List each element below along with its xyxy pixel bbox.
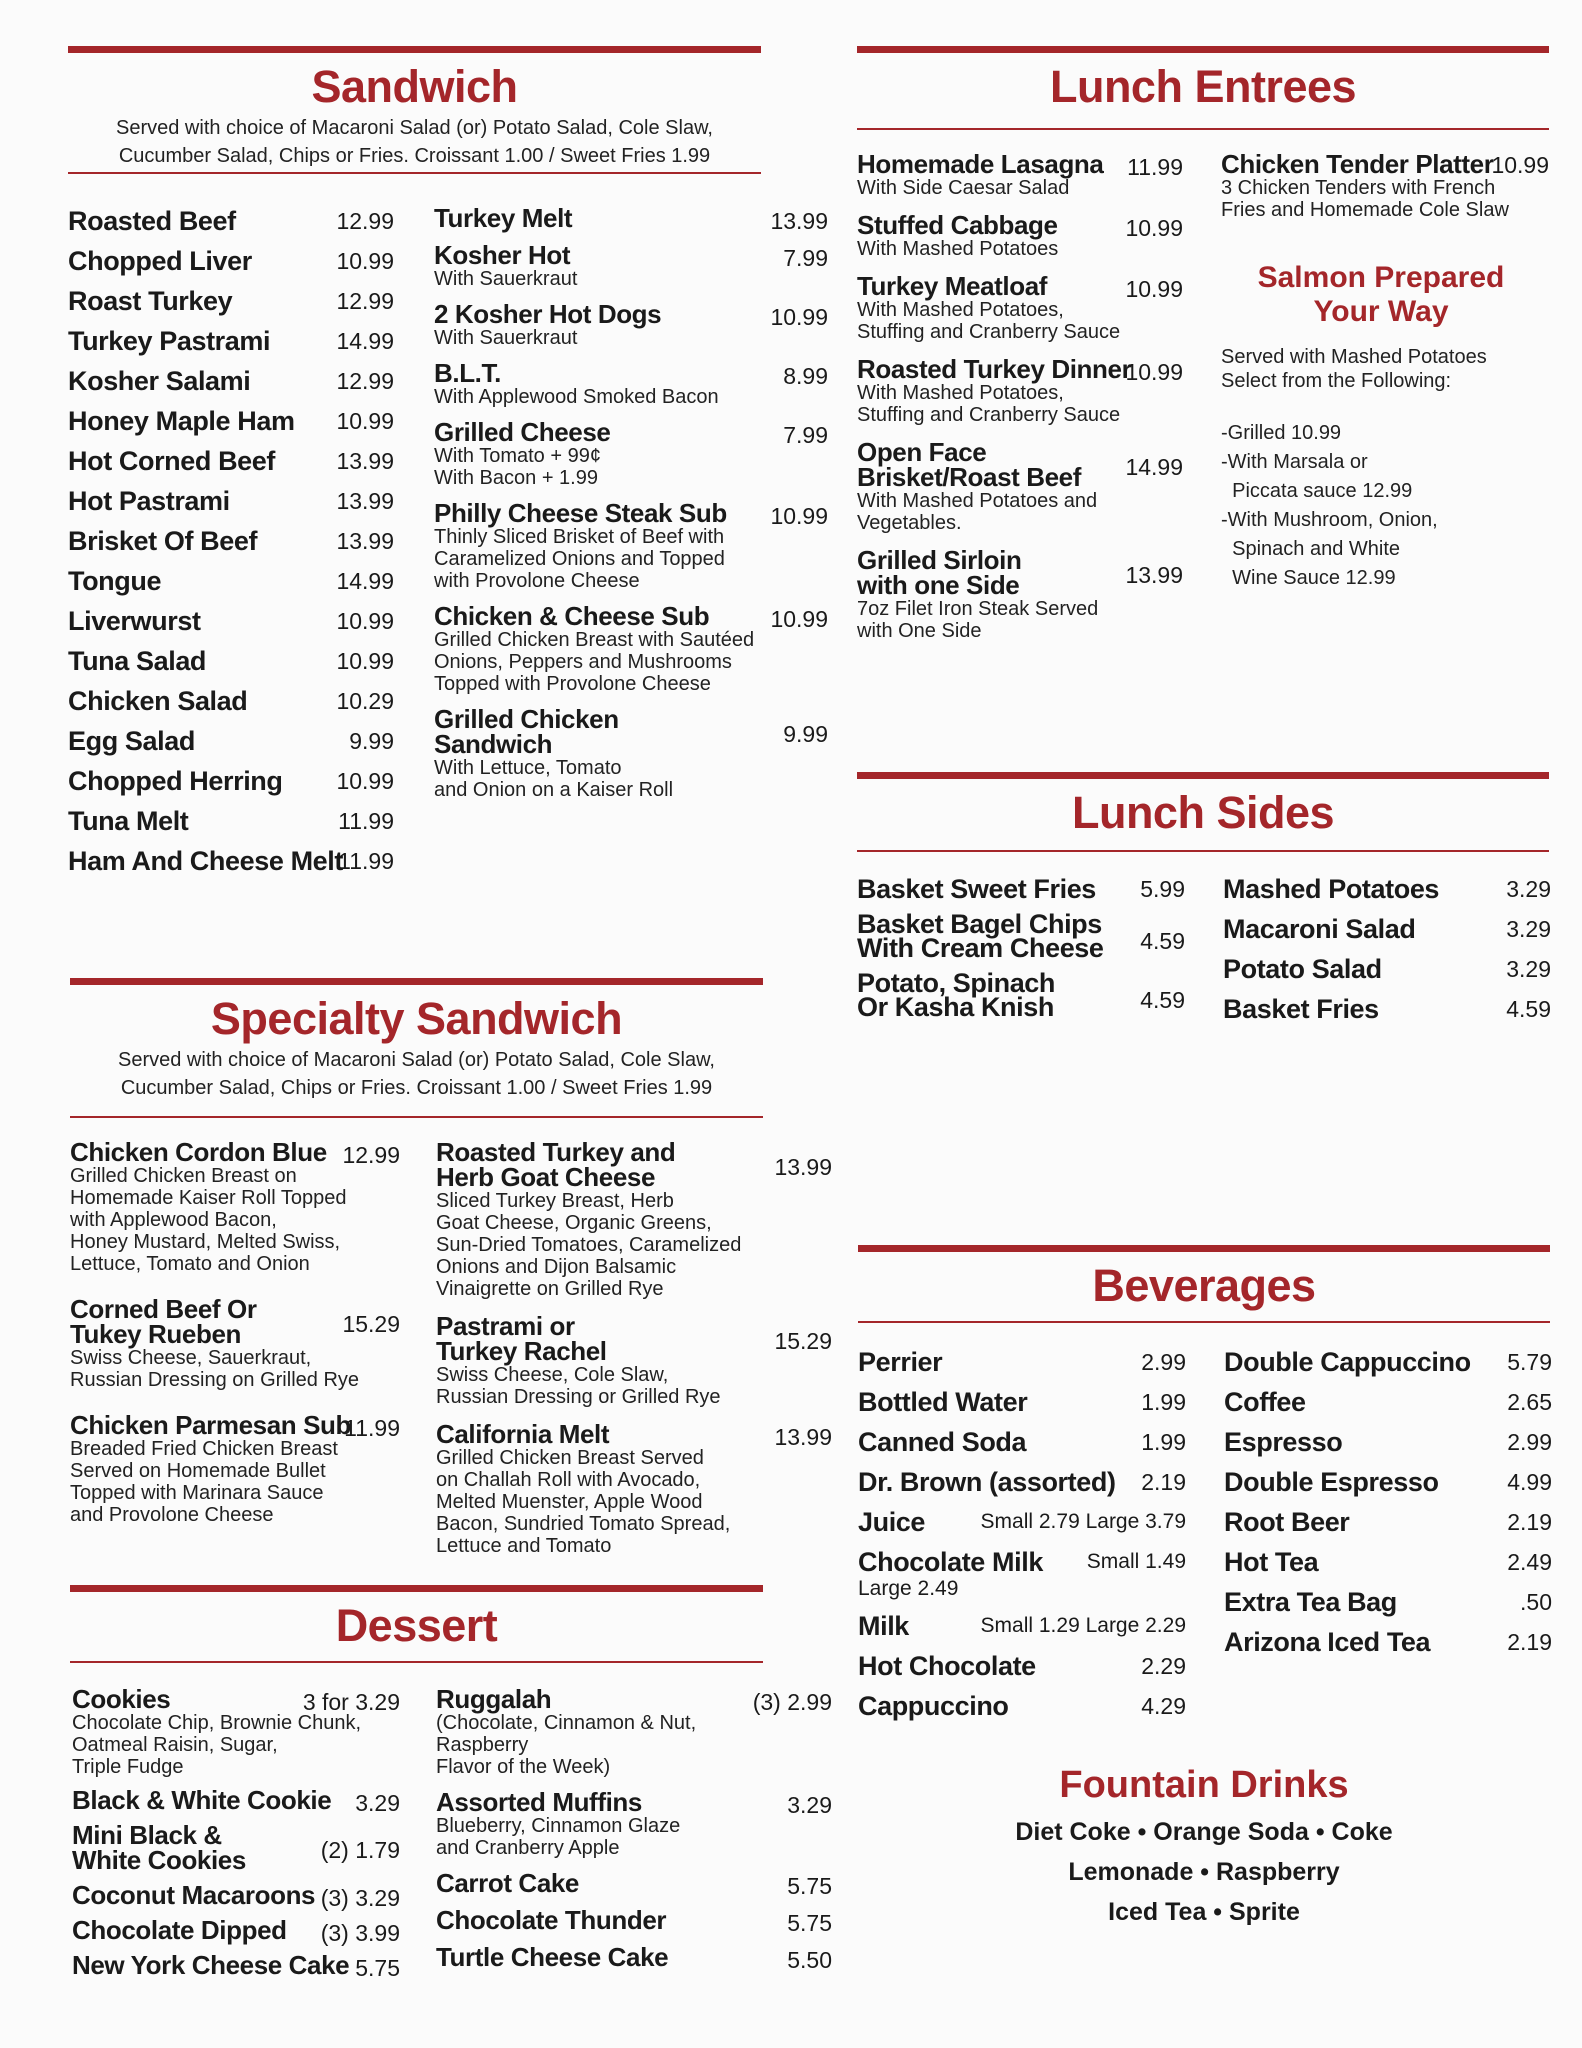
item-name: Canned Soda (858, 1427, 1027, 1457)
item-description: Grilled Chicken Breast on Homemade Kaiser Roll Topped with Applewood Bacon, Honey Mustard, Melted Swiss, Lettuce, Tomato and Onion (70, 1165, 347, 1275)
item-description: Swiss Cheese, Sauerkraut, Russian Dressing on Grilled Rye (70, 1347, 360, 1391)
menu-item-tuna-salad (68, 646, 394, 676)
item-description: With Sauerkraut (434, 268, 578, 290)
menu-item-hot-chocolate (858, 1651, 1186, 1681)
menu-item-dr-brown-assorted (858, 1467, 1186, 1497)
item-name: Chicken & Cheese Sub (434, 601, 710, 631)
item-name: Turkey Melt (434, 203, 573, 233)
item-name: Basket Bagel Chips With Cream Cheese (857, 909, 1104, 963)
item-name: Egg Salad (68, 726, 195, 756)
item-name: Bottled Water (858, 1387, 1028, 1417)
item-name: Chocolate Dipped (72, 1915, 287, 1945)
menu-item-chicken-parmesan-sub (70, 1410, 400, 1526)
menu-item-liverwurst (68, 606, 394, 636)
menu-item-black-white-cookie (72, 1785, 400, 1816)
menu-item-tuna-melt (68, 806, 394, 836)
item-name: Chocolate Milk (858, 1547, 1043, 1577)
intro-line: Served with choice of Macaroni Salad (or) Potato Salad, Cole Slaw, (118, 1049, 715, 1071)
item-name: Cookies (72, 1684, 171, 1714)
item-description: With Mashed Potatoes (857, 238, 1059, 260)
item-price: 3.29 (1506, 956, 1551, 982)
item-name: Chicken Cordon Blue (70, 1137, 327, 1167)
item-price: 10.99 (336, 768, 394, 794)
item-price: 13.99 (1125, 562, 1183, 588)
section-title: Fountain Drinks (1059, 1764, 1349, 1806)
menu-item-honey-maple-ham (68, 406, 394, 436)
item-name: Dr. Brown (assorted) (858, 1467, 1116, 1497)
item-price: 15.29 (774, 1328, 832, 1354)
section-title: Lunch Sides (1071, 787, 1335, 838)
section-rule (857, 46, 1549, 53)
menu-item-roasted-turkey-and-herb-goat-cheese (436, 1137, 832, 1300)
item-name: Roasted Beef (68, 206, 236, 236)
item-name: Grilled Chicken Sandwich (434, 704, 619, 759)
item-description: 7oz Filet Iron Steak Served with One Side (857, 598, 1099, 642)
menu-item-tongue (68, 566, 394, 596)
item-description: With Mashed Potatoes and Vegetables. (857, 490, 1098, 534)
menu-item-potato-salad (1223, 954, 1551, 984)
salmon-options: -Grilled 10.99 -With Marsala or Piccata sauce 12.99 -With Mushroom, Onion, Spinach and White Wine Sauce 12.99 (1221, 422, 1438, 589)
menu-item-pastrami-or-turkey-rachel (436, 1311, 832, 1408)
item-price: 4.59 (1140, 928, 1185, 954)
menu-item-brisket-of-beef (68, 526, 394, 556)
menu-item-homemade-lasagna (857, 149, 1183, 199)
menu-item-stuffed-cabbage (857, 210, 1183, 260)
item-name: Chicken Salad (68, 686, 248, 716)
item-price: 12.99 (342, 1142, 400, 1168)
item-name: Philly Cheese Steak Sub (434, 498, 727, 528)
menu-item-carrot-cake (436, 1868, 832, 1899)
menu-item-ruggalah (436, 1684, 832, 1778)
menu-item-bottled-water (858, 1387, 1186, 1417)
item-name: Turkey Pastrami (68, 326, 271, 356)
fountain-line: Diet Coke • Orange Soda • Coke (1015, 1818, 1393, 1846)
item-price: 11.99 (344, 1415, 400, 1441)
dessert-section (70, 1585, 832, 2015)
item-name: Cappuccino (858, 1691, 1009, 1721)
item-price: 5.79 (1507, 1349, 1552, 1375)
item-price: 14.99 (1125, 454, 1183, 480)
item-price: 10.99 (336, 248, 394, 274)
item-name: Ham And Cheese Melt (68, 846, 343, 876)
beverages-list-left (858, 1347, 1186, 1731)
item-price: 8.99 (783, 363, 828, 389)
section-title: Sandwich (311, 61, 518, 112)
menu-item-kosher-hot (434, 240, 828, 290)
item-price: (3) 2.99 (752, 1689, 832, 1715)
item-price: 14.99 (336, 568, 394, 594)
item-price: 10.99 (336, 608, 394, 634)
item-name: Milk (858, 1611, 909, 1641)
menu-item-turkey-melt (434, 203, 828, 234)
item-price: 10.99 (1491, 152, 1549, 178)
item-price: 11.99 (338, 848, 394, 874)
item-name: Roasted Turkey Dinner (857, 354, 1132, 384)
item-name: Hot Tea (1224, 1547, 1319, 1577)
menu-item-root-beer (1224, 1507, 1552, 1537)
menu-item-mini-black-white-cookies (72, 1820, 400, 1875)
item-price: (2) 1.79 (320, 1837, 400, 1863)
item-name: Mini Black & White Cookies (72, 1820, 246, 1875)
item-price: 3.29 (1506, 916, 1551, 942)
menu-item-turkey-meatloaf (857, 271, 1183, 343)
item-name: Basket Sweet Fries (857, 874, 1096, 904)
item-name: Mashed Potatoes (1223, 874, 1440, 904)
item-name: B.L.T. (434, 358, 501, 388)
item-price: 4.29 (1141, 1693, 1186, 1719)
item-name: Roasted Turkey and Herb Goat Cheese (436, 1137, 676, 1192)
item-name: Double Espresso (1224, 1467, 1439, 1497)
entrees-right-column (1221, 149, 1549, 593)
item-price: 12.99 (336, 288, 394, 314)
item-price: 15.29 (342, 1311, 400, 1337)
item-name: Chopped Liver (68, 246, 252, 276)
sandwich-list-left (68, 206, 394, 886)
item-name: Grilled Sirloin with one Side (857, 545, 1022, 600)
item-name: Double Cappuccino (1224, 1347, 1471, 1377)
item-price: 3.29 (787, 1792, 832, 1818)
section-rule (68, 172, 761, 174)
item-name: Kosher Hot (434, 240, 571, 270)
section-title: Beverages (1092, 1260, 1316, 1311)
item-name: Ruggalah (436, 1684, 552, 1714)
menu-item-coffee (1224, 1387, 1552, 1417)
item-description: With Tomato + 99¢ With Bacon + 1.99 (434, 445, 601, 489)
dessert-list-left (72, 1684, 400, 1988)
item-price: Small 1.49 (1086, 1550, 1186, 1573)
item-name: New York Cheese Cake (72, 1950, 350, 1980)
item-extra-price: Large 2.49 (858, 1577, 959, 1600)
section-title: Dessert (335, 1600, 498, 1651)
item-name: Tongue (68, 566, 162, 596)
menu-item-potato-spinach-or-kasha-knish (857, 968, 1185, 1022)
item-name: Black & White Cookie (72, 1785, 332, 1815)
item-name: California Melt (436, 1419, 610, 1449)
sandwich-section (68, 46, 828, 886)
section-rule (70, 978, 763, 985)
menu-item-chicken-salad (68, 686, 394, 716)
item-price: 11.99 (1127, 154, 1183, 180)
item-price: 3 for 3.29 (302, 1689, 400, 1715)
menu-item-open-face-brisket-roast-beef (857, 437, 1183, 534)
item-description: Thinly Sliced Brisket of Beef with Caramelized Onions and Topped with Provolone Cheese (434, 526, 725, 592)
item-name: Pastrami or Turkey Rachel (436, 1311, 607, 1366)
item-name: Potato Salad (1223, 954, 1382, 984)
section-intro (68, 114, 761, 170)
fountain-line: Lemonade • Raspberry (1068, 1858, 1340, 1886)
menu-item-milk (858, 1611, 1186, 1641)
salmon-title: Salmon Prepared Your Way (1257, 261, 1505, 328)
specialty-list-left (70, 1137, 400, 1548)
menu-item-chocolate-milk (858, 1547, 1186, 1601)
item-price: 3.29 (355, 1790, 400, 1816)
section-rule (70, 1585, 763, 1592)
item-price: Small 2.79 Large 3.79 (980, 1510, 1186, 1533)
menu-item-kosher-salami (68, 366, 394, 396)
item-description: With Mashed Potatoes, Stuffing and Cranberry Sauce (857, 299, 1121, 343)
item-name: Juice (858, 1507, 926, 1537)
item-description: With Mashed Potatoes, Stuffing and Cranberry Sauce (857, 382, 1121, 426)
item-name: Arizona Iced Tea (1224, 1627, 1431, 1657)
item-price: 12.99 (336, 368, 394, 394)
menu-item-juice (858, 1507, 1186, 1537)
item-description: With Applewood Smoked Bacon (434, 386, 719, 408)
item-price: 4.59 (1506, 996, 1551, 1022)
section-intro (70, 1046, 763, 1102)
beverages-section (858, 1245, 1550, 1765)
menu-item-basket-sweet-fries (857, 874, 1185, 904)
item-price: 13.99 (770, 208, 828, 234)
item-description: Grilled Chicken Breast Served on Challah Roll with Avocado, Melted Muenster, Apple Wood Bacon, Sundried Tomato Spread, Lettuce and Tomato (436, 1447, 731, 1557)
sides-list-right (1223, 874, 1551, 1034)
item-name: Grilled Cheese (434, 417, 611, 447)
menu-item-ham-and-cheese-melt (68, 846, 394, 876)
item-price: 10.99 (770, 503, 828, 529)
item-name: Open Face Brisket/Roast Beef (857, 437, 1081, 492)
item-name: Tuna Melt (68, 806, 189, 836)
fountain-section (858, 1760, 1550, 1940)
item-price: 3.29 (1506, 876, 1551, 902)
menu-item-roasted-turkey-dinner (857, 354, 1183, 426)
section-rule (858, 1245, 1550, 1252)
menu-item-cookies (72, 1684, 400, 1778)
item-name: Hot Pastrami (68, 486, 230, 516)
dessert-list-right (436, 1684, 832, 1982)
item-name: Turkey Meatloaf (857, 271, 1048, 301)
menu-item-double-cappuccino (1224, 1347, 1552, 1377)
item-price: 9.99 (349, 728, 394, 754)
section-title: Lunch Entrees (1049, 61, 1357, 112)
item-price: 10.99 (1125, 215, 1183, 241)
item-name: Hot Corned Beef (68, 446, 276, 476)
item-description: Sliced Turkey Breast, Herb Goat Cheese, Organic Greens, Sun-Dried Tomatoes, Caramelized Onions and Dijon Balsamic Vinaigrette on Grilled Rye (436, 1190, 742, 1300)
menu-item-b-l-t (434, 358, 828, 408)
item-name: Assorted Muffins (436, 1787, 642, 1817)
menu-item-grilled-sirloin-with-one-side (857, 545, 1183, 642)
item-name: Homemade Lasagna (857, 149, 1104, 179)
item-name: Chocolate Thunder (436, 1905, 667, 1935)
menu-item-egg-salad (68, 726, 394, 756)
item-description: With Side Caesar Salad (857, 177, 1070, 199)
menu-item-double-espresso (1224, 1467, 1552, 1497)
item-description: Swiss Cheese, Cole Slaw, Russian Dressing or Grilled Rye (436, 1364, 721, 1408)
item-name: Stuffed Cabbage (857, 210, 1058, 240)
item-price: 13.99 (336, 528, 394, 554)
menu-item-hot-pastrami (68, 486, 394, 516)
item-name: Macaroni Salad (1223, 914, 1416, 944)
section-rule (68, 46, 761, 53)
item-description: (Chocolate, Cinnamon & Nut, Raspberry Flavor of the Week) (436, 1712, 697, 1778)
item-name: Coffee (1224, 1387, 1306, 1417)
menu-item-chicken-cheese-sub (434, 601, 828, 695)
fountain-line: Iced Tea • Sprite (1108, 1898, 1300, 1926)
menu-item-cappuccino (858, 1691, 1186, 1721)
menu-item-new-york-cheese-cake (72, 1950, 400, 1981)
menu-item-2-kosher-hot-dogs (434, 299, 828, 349)
section-rule (70, 1661, 763, 1663)
menu-item-extra-tea-bag (1224, 1587, 1552, 1617)
menu-item-chicken-tender-platter (1221, 149, 1549, 221)
menu-item-chicken-cordon-blue (70, 1137, 400, 1275)
menu-item-arizona-iced-tea (1224, 1627, 1552, 1657)
item-price: 13.99 (336, 448, 394, 474)
menu-item-espresso (1224, 1427, 1552, 1457)
item-price: 10.99 (1125, 276, 1183, 302)
menu-item-philly-cheese-steak-sub (434, 498, 828, 592)
item-price: 4.59 (1140, 987, 1185, 1013)
item-price: 13.99 (336, 488, 394, 514)
item-price: 13.99 (774, 1154, 832, 1180)
entrees-section (857, 46, 1549, 686)
menu-item-grilled-chicken-sandwich (434, 704, 828, 801)
menu-item-hot-corned-beef (68, 446, 394, 476)
menu-item-macaroni-salad (1223, 914, 1551, 944)
item-name: Chicken Tender Platter (1221, 149, 1494, 179)
menu-item-coconut-macaroons (72, 1880, 400, 1911)
item-name: Chopped Herring (68, 766, 283, 796)
item-price: 7.99 (783, 245, 828, 271)
item-name: Coconut Macaroons (72, 1880, 316, 1910)
item-description: 3 Chicken Tenders with French Fries and Homemade Cole Slaw (1221, 177, 1509, 221)
item-price: 2.49 (1507, 1549, 1552, 1575)
item-name: Root Beer (1224, 1507, 1350, 1537)
item-price: 2.65 (1507, 1389, 1552, 1415)
item-price: (3) 3.99 (320, 1920, 400, 1946)
menu-item-california-melt (436, 1419, 832, 1557)
item-name: Honey Maple Ham (68, 406, 295, 436)
item-price: 2.19 (1507, 1509, 1552, 1535)
item-description: Breaded Fried Chicken Breast Served on Homemade Bullet Topped with Marinara Sauce and Provolone Cheese (70, 1438, 338, 1526)
item-price: 10.99 (336, 648, 394, 674)
item-price: 2.99 (1141, 1349, 1186, 1375)
item-price: 10.99 (770, 606, 828, 632)
menu-item-grilled-cheese (434, 417, 828, 489)
item-price: 10.99 (1125, 359, 1183, 385)
item-name: 2 Kosher Hot Dogs (434, 299, 662, 329)
item-name: Espresso (1224, 1427, 1343, 1457)
section-rule (857, 772, 1549, 779)
item-name: Perrier (858, 1347, 943, 1377)
specialty-section (70, 978, 832, 1578)
item-price: 10.99 (770, 304, 828, 330)
section-rule (857, 850, 1549, 852)
item-price: 10.29 (336, 688, 394, 714)
section-rule (858, 1321, 1550, 1323)
beverages-list-right (1224, 1347, 1552, 1667)
item-price: 14.99 (336, 328, 394, 354)
item-name: Liverwurst (68, 606, 201, 636)
menu-item-basket-bagel-chips-with-cream-cheese (857, 909, 1185, 963)
item-price: 5.75 (355, 1955, 400, 1981)
intro-line: Cucumber Salad, Chips or Fries. Croissant 1.00 / Sweet Fries 1.99 (118, 145, 711, 167)
item-name: Basket Fries (1223, 994, 1379, 1024)
item-price: Small 1.29 Large 2.29 (980, 1614, 1186, 1637)
item-price: 12.99 (336, 208, 394, 234)
section-rule (857, 128, 1549, 130)
section-title: Specialty Sandwich (210, 993, 623, 1044)
item-name: Potato, Spinach Or Kasha Knish (857, 968, 1056, 1022)
item-price: 13.99 (774, 1424, 832, 1450)
item-price: 2.19 (1141, 1469, 1186, 1495)
menu-item-turtle-cheese-cake (436, 1942, 832, 1973)
item-name: Roast Turkey (68, 286, 233, 316)
item-description: Chocolate Chip, Brownie Chunk, Oatmeal Raisin, Sugar, Triple Fudge (72, 1712, 362, 1778)
item-name: Corned Beef Or Tukey Rueben (70, 1294, 257, 1349)
sandwich-list-right (434, 203, 828, 813)
menu-item-corned-beef-or-tukey-rueben (70, 1294, 400, 1391)
specialty-list-right (436, 1137, 832, 1571)
menu-item-basket-fries (1223, 994, 1551, 1024)
menu-item-mashed-potatoes (1223, 874, 1551, 904)
item-price: 2.19 (1507, 1629, 1552, 1655)
item-price: 10.99 (336, 408, 394, 434)
item-price: 5.75 (787, 1873, 832, 1899)
intro-line: Served with choice of Macaroni Salad (or) Potato Salad, Cole Slaw, (116, 117, 713, 139)
item-description: With Lettuce, Tomato and Onion on a Kaiser Roll (434, 757, 674, 801)
item-price: .50 (1520, 1589, 1552, 1615)
item-price: 4.99 (1507, 1469, 1552, 1495)
item-name: Extra Tea Bag (1224, 1587, 1397, 1617)
item-price: 9.99 (783, 721, 828, 747)
item-price: 5.75 (787, 1910, 832, 1936)
menu-item-chopped-herring (68, 766, 394, 796)
item-description: Grilled Chicken Breast with Sautéed Onions, Peppers and Mushrooms Topped with Provolone Cheese (434, 629, 755, 695)
item-price: 5.50 (787, 1947, 832, 1973)
section-rule (70, 1116, 763, 1118)
menu-item-chocolate-thunder (436, 1905, 832, 1936)
intro-line: Cucumber Salad, Chips or Fries. Croissant 1.00 / Sweet Fries 1.99 (120, 1077, 713, 1099)
item-price: (3) 3.29 (320, 1885, 400, 1911)
menu-item-turkey-pastrami (68, 326, 394, 356)
menu-item-perrier (858, 1347, 1186, 1377)
item-price: 2.29 (1141, 1653, 1186, 1679)
sides-section (857, 772, 1549, 1072)
item-price: 11.99 (338, 808, 394, 834)
entrees-list-left (857, 149, 1183, 656)
item-description: With Sauerkraut (434, 327, 578, 349)
item-name: Chicken Parmesan Sub (70, 1410, 351, 1440)
menu-item-canned-soda (858, 1427, 1186, 1457)
item-name: Turtle Cheese Cake (436, 1942, 669, 1972)
item-name: Brisket Of Beef (68, 526, 258, 556)
item-description: Blueberry, Cinnamon Glaze and Cranberry Apple (436, 1815, 681, 1859)
item-name: Kosher Salami (68, 366, 251, 396)
item-name: Carrot Cake (436, 1868, 579, 1898)
menu-item-chocolate-dipped (72, 1915, 400, 1946)
item-price: 1.99 (1141, 1389, 1186, 1415)
salmon-intro: Served with Mashed Potatoes Select from the Following: (1221, 346, 1487, 392)
menu-item-roast-turkey (68, 286, 394, 316)
menu-item-roasted-beef (68, 206, 394, 236)
menu-item-assorted-muffins (436, 1787, 832, 1859)
sides-list-left (857, 874, 1185, 1030)
item-price: 7.99 (783, 422, 828, 448)
menu-item-chopped-liver (68, 246, 394, 276)
item-name: Hot Chocolate (858, 1651, 1036, 1681)
menu-item-hot-tea (1224, 1547, 1552, 1577)
item-name: Tuna Salad (68, 646, 207, 676)
item-price: 5.99 (1140, 876, 1185, 902)
item-price: 2.99 (1507, 1429, 1552, 1455)
item-price: 1.99 (1141, 1429, 1186, 1455)
